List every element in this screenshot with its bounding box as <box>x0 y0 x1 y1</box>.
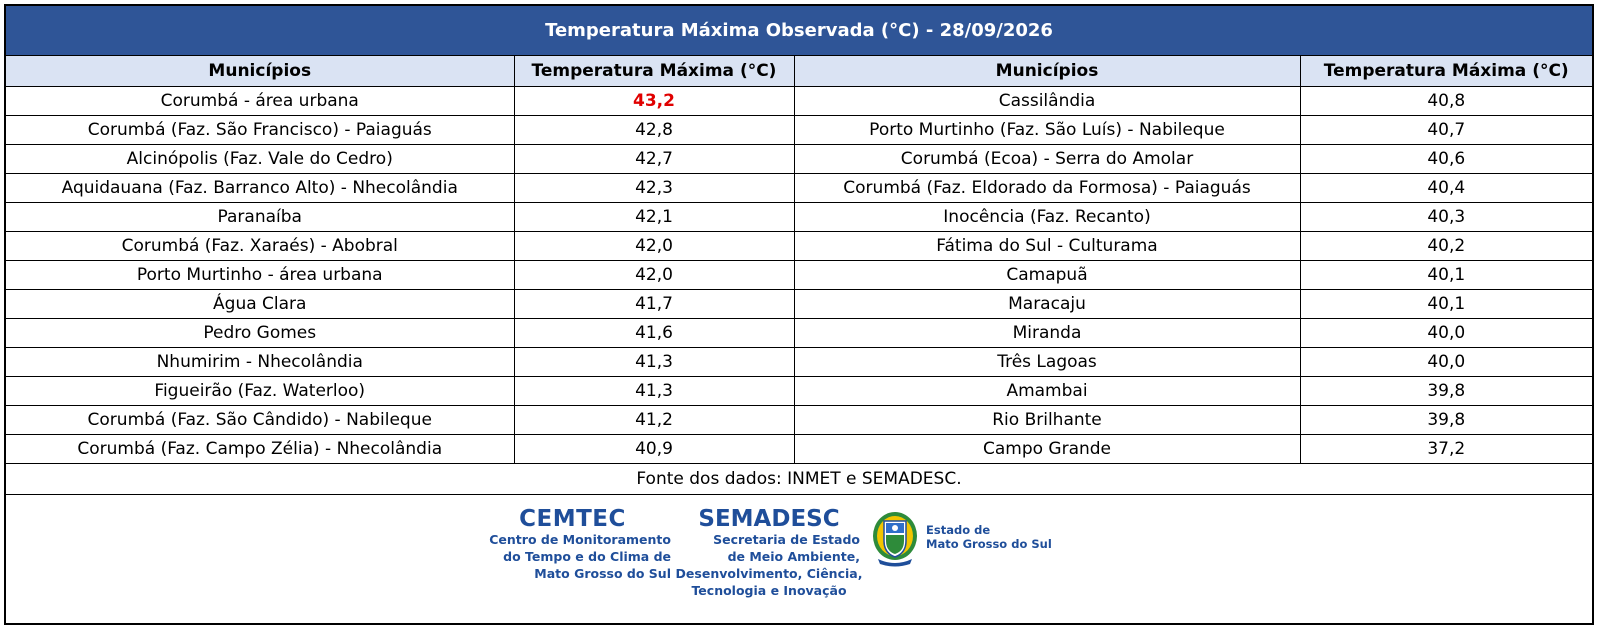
municipio-cell: Aquidauana (Faz. Barranco Alto) - Nhecolândia <box>6 174 514 203</box>
municipio-cell: Corumbá (Faz. São Cândido) - Nabileque <box>6 406 514 435</box>
temperature-cell: 42,1 <box>514 203 794 232</box>
table-row <box>6 232 1592 261</box>
semadesc-line: Secretaria de Estado <box>713 532 860 547</box>
temperature-cell: 40,8 <box>1300 87 1592 116</box>
state-coat-of-arms-icon <box>870 509 920 567</box>
table-row <box>6 406 1592 435</box>
table-row <box>6 145 1592 174</box>
municipio-cell: Alcinópolis (Faz. Vale do Cedro) <box>6 145 514 174</box>
municipio-cell: Corumbá (Faz. Eldorado da Formosa) - Paiaguás <box>794 174 1300 203</box>
municipio-cell: Pedro Gomes <box>6 319 514 348</box>
table-row <box>6 87 1592 116</box>
header-municipios-right: Municípios <box>794 56 1300 87</box>
municipio-cell: Figueirão (Faz. Waterloo) <box>6 377 514 406</box>
municipio-cell: Amambai <box>794 377 1300 406</box>
cemtec-logo <box>486 507 671 582</box>
municipio-cell: Paranaíba <box>6 203 514 232</box>
table-row <box>6 203 1592 232</box>
temperature-cell: 40,1 <box>1300 290 1592 319</box>
temperature-cell: 41,6 <box>514 319 794 348</box>
municipio-cell: Três Lagoas <box>794 348 1300 377</box>
semadesc-line: de Meio Ambiente, <box>727 549 860 564</box>
table-row <box>6 290 1592 319</box>
temperature-table <box>6 56 1592 464</box>
estado-line: Estado de <box>926 523 991 537</box>
table-row <box>6 116 1592 145</box>
header-temp-left: Temperatura Máxima (°C) <box>514 56 794 87</box>
semadesc-line: Tecnologia e Inovação <box>691 583 847 598</box>
municipio-cell: Fátima do Sul - Culturama <box>794 232 1300 261</box>
temperature-cell: 40,3 <box>1300 203 1592 232</box>
temperature-cell: 43,2 <box>514 87 794 116</box>
temperature-cell: 41,7 <box>514 290 794 319</box>
temperature-cell: 41,2 <box>514 406 794 435</box>
cemtec-line: Mato Grosso do Sul <box>534 566 671 581</box>
temperature-cell: 42,3 <box>514 174 794 203</box>
temperature-cell: 41,3 <box>514 348 794 377</box>
municipio-cell: Água Clara <box>6 290 514 319</box>
municipio-cell: Corumbá (Faz. Xaraés) - Abobral <box>6 232 514 261</box>
temperature-cell: 42,0 <box>514 232 794 261</box>
table-row <box>6 377 1592 406</box>
temperature-cell: 37,2 <box>1300 435 1592 464</box>
temperature-cell: 42,0 <box>514 261 794 290</box>
municipio-cell: Corumbá (Faz. Campo Zélia) - Nhecolândia <box>6 435 514 464</box>
temperature-cell: 39,8 <box>1300 377 1592 406</box>
temperature-cell: 40,7 <box>1300 116 1592 145</box>
header-municipios-left: Municípios <box>6 56 514 87</box>
table-row <box>6 174 1592 203</box>
table-row <box>6 435 1592 464</box>
table-row <box>6 348 1592 377</box>
temperature-cell: 40,0 <box>1300 319 1592 348</box>
semadesc-line: Desenvolvimento, Ciência, <box>675 566 863 581</box>
data-source-note: Fonte dos dados: INMET e SEMADESC. <box>6 464 1592 495</box>
estado-line: Mato Grosso do Sul <box>926 537 1052 551</box>
temperature-cell: 42,7 <box>514 145 794 174</box>
temperature-cell: 40,6 <box>1300 145 1592 174</box>
municipio-cell: Corumbá (Faz. São Francisco) - Paiaguás <box>6 116 514 145</box>
municipio-cell: Inocência (Faz. Recanto) <box>794 203 1300 232</box>
municipio-cell: Porto Murtinho (Faz. São Luís) - Nabileque <box>794 116 1300 145</box>
municipio-cell: Porto Murtinho - área urbana <box>6 261 514 290</box>
temperature-cell: 40,0 <box>1300 348 1592 377</box>
table-body <box>6 87 1592 464</box>
municipio-cell: Campo Grande <box>794 435 1300 464</box>
municipio-cell: Nhumirim - Nhecolândia <box>6 348 514 377</box>
header-row <box>6 56 1592 87</box>
table-row <box>6 319 1592 348</box>
report-card <box>4 4 1594 625</box>
table-title: Temperatura Máxima Observada (°C) - 28/09/2026 <box>6 6 1592 56</box>
estado-label <box>926 523 1052 551</box>
temperature-cell: 40,9 <box>514 435 794 464</box>
temperature-cell: 41,3 <box>514 377 794 406</box>
cemtec-line: do Tempo e do Clima de <box>503 549 671 564</box>
municipio-cell: Rio Brilhante <box>794 406 1300 435</box>
municipio-cell: Cassilândia <box>794 87 1300 116</box>
header-temp-right: Temperatura Máxima (°C) <box>1300 56 1592 87</box>
temperature-cell: 39,8 <box>1300 406 1592 435</box>
temperature-cell: 40,4 <box>1300 174 1592 203</box>
temperature-cell: 42,8 <box>514 116 794 145</box>
logos-footer <box>6 495 1592 615</box>
temperature-cell: 40,2 <box>1300 232 1592 261</box>
cemtec-line: Centro de Monitoramento <box>489 532 671 547</box>
municipio-cell: Corumbá - área urbana <box>6 87 514 116</box>
municipio-cell: Camapuã <box>794 261 1300 290</box>
temperature-cell: 40,1 <box>1300 261 1592 290</box>
semadesc-name: SEMADESC <box>698 506 840 532</box>
municipio-cell: Corumbá (Ecoa) - Serra do Amolar <box>794 145 1300 174</box>
municipio-cell: Miranda <box>794 319 1300 348</box>
municipio-cell: Maracaju <box>794 290 1300 319</box>
table-row <box>6 261 1592 290</box>
semadesc-logo <box>674 507 864 599</box>
cemtec-name: CEMTEC <box>519 506 626 532</box>
